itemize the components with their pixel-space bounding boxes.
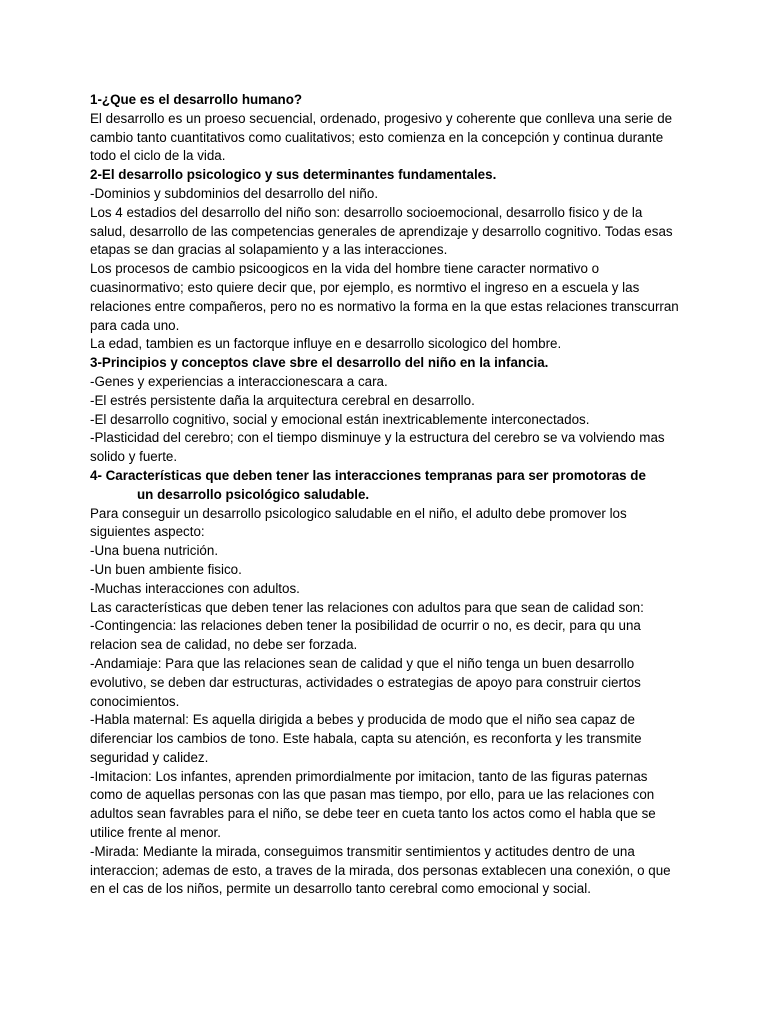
section-4-paragraph: -Andamiaje: Para que las relaciones sean de calidad y que el niño tenga un buen desarrollo evolutivo, se deben dar estructuras, actividades o estrategias de apoyo para construir ciertos conocimientos. bbox=[90, 655, 641, 709]
section-4-paragraph: -Habla maternal: Es aquella dirigida a bebes y producida de modo que el niño sea capaz de diferenciar los cambios de tono. Este habala, capta su atención, es reconforta y les transmite seguridad y calidez. bbox=[90, 712, 642, 765]
section-2-paragraph: -Dominios y subdominios del desarrollo del niño. bbox=[90, 185, 379, 201]
section-4-paragraph: Las características que deben tener las relaciones con adultos para que sean de calidad son: bbox=[90, 599, 644, 615]
section-4-paragraph: -Un buen ambiente fisico. bbox=[90, 561, 242, 577]
section-1-paragraph: El desarrollo es un proeso secuencial, ordenado, progesivo y coherente que conlleva una serie de cambio tanto cuantitativos como cualitativos; esto comienza en la concepción y continua durante todo el ciclo de la vida. bbox=[90, 110, 673, 164]
section-3-heading: 3-Principios y conceptos clave sbre el desarrollo del niño en la infancia. bbox=[90, 355, 549, 371]
section-2-paragraph: Los 4 estadios del desarrollo del niño son: desarrollo socioemocional, desarrollo fisico y de la salud, desarrollo de las competencias generales de aprendizaje y desarrollo cognitivo. Todas esas etapas se dan gracias al solapamiento y a las interacciones. bbox=[90, 204, 673, 258]
section-4-paragraph: -Una buena nutrición. bbox=[90, 543, 219, 559]
section-4-paragraph: -Mirada: Mediante la mirada, conseguimos transmitir sentimientos y actitudes dentro de una interaccion; ademas de esto, a traves de la mirada, dos personas extablecen una conexión, o que en el cas de los niños, permite un desarrollo tanto cerebral como emocional y social. bbox=[90, 843, 671, 897]
section-2-paragraph: Los procesos de cambio psicoogicos en la vida del hombre tiene caracter normativo o cuasinormativo; esto quiere decir que, por ejemplo, es normtivo el ingreso en a escuela y las relaciones entre compañeros, pero no es normativo la forma en la que estas relaciones transcurran para cada uno. bbox=[90, 261, 679, 333]
section-4-paragraph: -Muchas interacciones con adultos. bbox=[90, 580, 300, 596]
section-3-paragraph: -Plasticidad del cerebro; con el tiempo disminuye y la estructura del cerebro se va volviendo mas solido y fuerte. bbox=[90, 430, 665, 465]
section-4-paragraph: -Contingencia: las relaciones deben tener la posibilidad de ocurrir o no, es decir, para qu una relacion sea de calidad, no debe ser forzada. bbox=[90, 618, 641, 653]
section-4-paragraph: Para conseguir un desarrollo psicologico saludable en el niño, el adulto debe promover los siguientes aspecto: bbox=[90, 505, 627, 540]
section-1-heading: 1-¿Que es el desarrollo humano? bbox=[90, 92, 303, 107]
section-3-paragraph: -Genes y experiencias a interaccionescara a cara. bbox=[90, 373, 388, 389]
document-page bbox=[90, 91, 680, 899]
section-4-heading-line-1: 4- Características que deben tener las interacciones tempranas para ser promotoras de bbox=[90, 467, 646, 483]
section-2-heading: 2-El desarrollo psicologico y sus determinantes fundamentales. bbox=[90, 167, 497, 183]
section-2-paragraph: La edad, tambien es un factorque influye en e desarrollo sicologico del hombre. bbox=[90, 336, 562, 352]
section-3-paragraph: -El desarrollo cognitivo, social y emocional están inextricablemente interconectados. bbox=[90, 411, 590, 427]
section-4-paragraph: -Imitacion: Los infantes, aprenden primordialmente por imitacion, tanto de las figuras paternas como de aquellas personas con las que pasan mas tiempo, por ello, para ue las relaciones con adultos sean favrables para el niño, se debe teer en cueta tanto los actos como el habla que se utilice frente al menor. bbox=[90, 768, 656, 841]
section-4-heading-line-2: un desarrollo psicológico saludable. bbox=[137, 486, 370, 502]
section-3-paragraph: -El estrés persistente daña la arquitectura cerebral en desarrollo. bbox=[90, 392, 475, 408]
